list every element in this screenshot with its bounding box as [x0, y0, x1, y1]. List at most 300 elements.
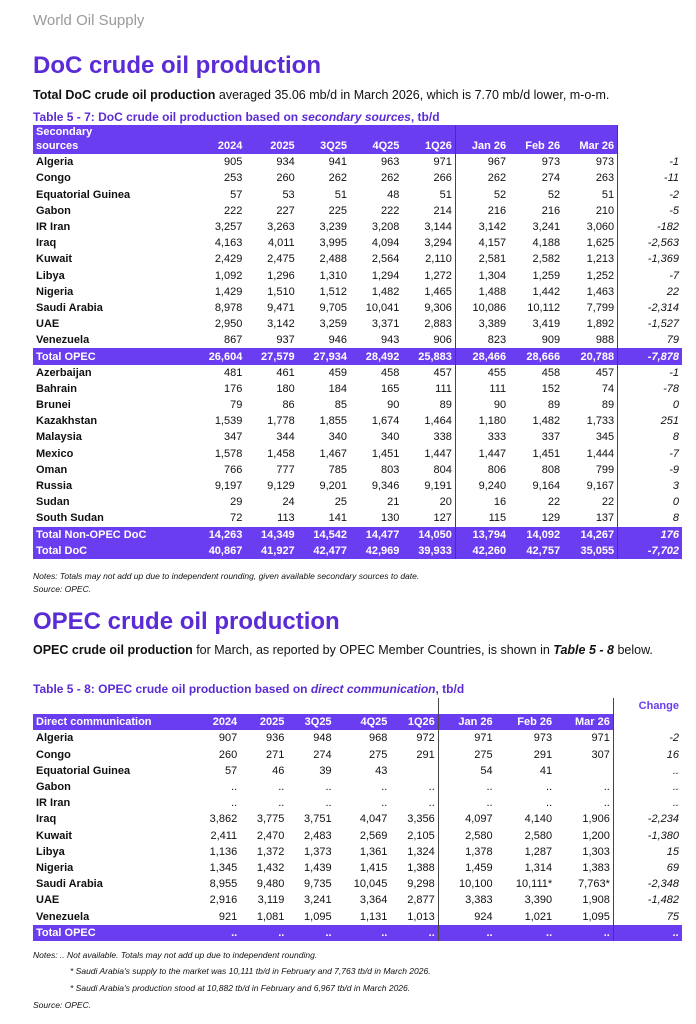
- change-cell: -1,369: [647, 253, 679, 266]
- table-cell: 4,094: [371, 237, 400, 250]
- table-cell: 9,197: [214, 480, 243, 493]
- table-cell: 127: [402, 510, 455, 526]
- table-cell: [390, 763, 438, 779]
- table-cell: 22: [563, 494, 618, 510]
- table-cell: ..: [438, 925, 495, 941]
- table-cell: 1,458: [267, 447, 295, 460]
- change-cell: -78: [663, 382, 679, 395]
- table-cell: 924: [474, 910, 493, 923]
- table-cell: 2,411: [210, 829, 238, 842]
- column-header: 2025: [240, 714, 287, 730]
- change-cell: 69: [666, 861, 679, 874]
- table-cell: 2,883: [402, 316, 455, 332]
- table-cell: 3,775: [256, 813, 285, 826]
- table-cell: 457: [563, 365, 618, 381]
- table-cell: 1,778: [267, 415, 295, 428]
- table-row: [33, 316, 682, 332]
- table-cell: 115: [488, 512, 507, 525]
- table-cell: 1,314: [524, 861, 553, 874]
- table-cell: ..: [390, 925, 438, 941]
- table-row: [33, 300, 682, 316]
- table-footnote: * Saudi Arabia's production stood at 10,882 tb/d in February and 6,967 tb/d in March 2026.: [70, 983, 411, 993]
- table-cell: 266: [402, 170, 455, 186]
- table-cell: 458: [541, 366, 561, 379]
- row-label: IR Iran: [36, 221, 71, 234]
- table-cell: 906: [402, 332, 455, 348]
- row-label: Kuwait: [36, 253, 73, 266]
- table-cell: 1,345: [209, 861, 238, 874]
- table-row: [33, 828, 682, 844]
- table-row: [33, 429, 682, 445]
- table-cell: 971: [474, 732, 493, 745]
- table-cell: 1,674: [371, 415, 400, 428]
- table-cell: 28,666: [509, 348, 563, 364]
- table-cell: 1,296: [267, 269, 295, 282]
- table-cell: 971: [555, 730, 613, 746]
- table-cell: 216: [541, 204, 561, 217]
- table-row: [33, 844, 682, 860]
- change-cell: -2: [669, 188, 679, 201]
- table-cell: 130: [381, 512, 400, 525]
- table-cell: 803: [381, 463, 400, 476]
- table-row: [33, 413, 682, 429]
- table-cell: 7,763*: [555, 876, 613, 892]
- table-header-row: Direct communication 2024 2025 3Q25 4Q25 1Q26 Jan 26 Feb 26 Mar 26 Mar/Feb: [33, 714, 682, 730]
- table-cell: 9,306: [402, 300, 455, 316]
- table-cell: 1,463: [563, 284, 618, 300]
- table-cell: 1,081: [256, 910, 285, 923]
- row-label: Brunei: [36, 399, 71, 412]
- table-cell: 51: [334, 188, 348, 201]
- table-cell: 2,581: [478, 253, 507, 266]
- row-label: Algeria: [36, 732, 74, 745]
- table-row: [33, 747, 682, 763]
- table-cell: 4,097: [465, 813, 493, 826]
- table-cell: 210: [563, 203, 618, 219]
- table-cell: 340: [381, 431, 400, 444]
- table-cell: 57: [224, 764, 238, 777]
- table-cell: 823: [487, 334, 507, 347]
- table-cell: 48: [387, 188, 400, 201]
- table-row: [33, 268, 682, 284]
- change-cell: ..: [672, 764, 679, 777]
- table-cell: 9,705: [319, 301, 348, 314]
- table-cell: 9,298: [390, 876, 438, 892]
- table-cell: 481: [223, 366, 243, 379]
- column-header: Mar 26: [555, 714, 613, 730]
- table-cell: 1,451: [371, 447, 400, 460]
- table-cell: 3,144: [402, 219, 455, 235]
- table-row: [33, 730, 682, 746]
- table-cell: 1,021: [524, 910, 553, 923]
- section-title-doc: DoC crude oil production: [33, 52, 321, 79]
- table-cell: ..: [390, 779, 438, 795]
- table-cell: 1,464: [402, 413, 455, 429]
- table-cell: 766: [223, 463, 243, 476]
- column-header: Feb 26: [509, 138, 563, 154]
- table-cell: 89: [547, 399, 561, 412]
- table-doc-secondary-sources: [33, 125, 682, 559]
- change-cell: -2,234: [647, 813, 679, 826]
- table-cell: 1,578: [214, 447, 243, 460]
- table-cell: 459: [328, 366, 348, 379]
- table-cell: 2,110: [402, 251, 455, 267]
- table-cell: 274: [313, 748, 332, 761]
- row-label: Nigeria: [36, 861, 74, 874]
- table-cell: 9,129: [267, 480, 295, 493]
- table-row: [33, 908, 682, 924]
- table-cell: 27,934: [298, 348, 350, 364]
- table-cell: 3,241: [304, 894, 332, 907]
- table-cell: 934: [276, 156, 295, 169]
- table-cell: 10,045: [353, 878, 388, 891]
- table-cell: 3,241: [532, 221, 561, 234]
- table-cell: ..: [335, 925, 391, 941]
- table-row: [33, 365, 682, 381]
- table-cell: 184: [328, 382, 348, 395]
- table-cell: 1,092: [214, 269, 243, 282]
- table-row: [33, 876, 682, 892]
- table-cell: ..: [381, 781, 388, 794]
- table-cell: ..: [287, 925, 334, 941]
- change-cell: -7,702: [618, 543, 682, 559]
- section-header: World Oil Supply: [33, 12, 145, 29]
- change-cell: ..: [613, 925, 682, 941]
- change-cell: 15: [666, 845, 679, 858]
- table-cell: 10,086: [472, 301, 507, 314]
- table-cell: 4,011: [267, 237, 295, 250]
- table-cell: 943: [381, 334, 400, 347]
- table-cell: 35,055: [563, 543, 618, 559]
- table-cell: 1,361: [359, 845, 388, 858]
- change-cell: 79: [666, 334, 679, 347]
- column-header: Jan 26: [455, 138, 509, 154]
- table-cell: 1,324: [390, 844, 438, 860]
- change-cell: 8: [672, 512, 679, 525]
- table-cell: 3,208: [371, 221, 400, 234]
- table-cell: 9,191: [402, 478, 455, 494]
- table-cell: 20,788: [563, 348, 618, 364]
- change-cell: ..: [672, 781, 679, 794]
- table-cell: 799: [563, 462, 618, 478]
- change-cell: -9: [669, 463, 679, 476]
- row-label: Gabon: [36, 781, 71, 794]
- table-row: [33, 494, 682, 510]
- column-header: 3Q25: [298, 138, 350, 154]
- table-cell: 14,477: [350, 527, 402, 543]
- table-cell: 455: [487, 366, 507, 379]
- table-row: [33, 543, 682, 559]
- table-cell: 3,419: [532, 318, 561, 331]
- table-cell: 972: [390, 730, 438, 746]
- table-row: [33, 154, 682, 170]
- table-cell: 867: [223, 334, 243, 347]
- table-cell: 111: [489, 382, 507, 395]
- column-header: 1Q26: [390, 714, 438, 730]
- table-row: [33, 446, 682, 462]
- row-label: Saudi Arabia: [36, 878, 103, 891]
- table-row: [33, 763, 682, 779]
- table-cell: 262: [487, 172, 507, 185]
- row-label: Saudi Arabia: [36, 301, 103, 314]
- table-cell: 29: [230, 496, 243, 509]
- table-cell: 13,794: [455, 527, 509, 543]
- table-cell: 9,480: [256, 878, 285, 891]
- change-cell: -1,380: [647, 829, 679, 842]
- column-header: Feb 26: [496, 714, 556, 730]
- table-cell: 16: [493, 496, 507, 509]
- table-cell: 946: [328, 334, 348, 347]
- table-row: [33, 332, 682, 348]
- table-cell: 9,735: [304, 878, 332, 891]
- table-cell: 1,383: [555, 860, 613, 876]
- table-cell: 54: [480, 764, 493, 777]
- table-cell: 86: [282, 399, 295, 412]
- table-cell: 1,429: [214, 285, 243, 298]
- table-cell: 79: [230, 399, 243, 412]
- table-cell: 1,136: [209, 845, 238, 858]
- table-cell: ..: [546, 797, 553, 810]
- table-cell: 1,373: [304, 845, 332, 858]
- table-cell: 42,477: [298, 543, 350, 559]
- table-cell: 3,263: [267, 221, 295, 234]
- row-label: Oman: [36, 463, 68, 476]
- table-cell: 129: [541, 512, 561, 525]
- table-cell: 905: [223, 156, 243, 169]
- table-cell: 333: [487, 431, 507, 444]
- table-source: Source: OPEC.: [33, 584, 92, 594]
- table-cell: 1,259: [532, 269, 561, 282]
- table-cell: 1,459: [465, 861, 493, 874]
- table-cell: 1,432: [256, 861, 285, 874]
- table-row: [33, 381, 682, 397]
- table-cell: 3,142: [478, 221, 507, 234]
- table-cell: 14,267: [563, 527, 618, 543]
- table-cell: 52: [493, 188, 507, 201]
- table-cell: 347: [223, 431, 243, 444]
- table-cell: 973: [563, 154, 618, 170]
- table-cell: 14,542: [298, 527, 350, 543]
- doc-summary-text: Total DoC crude oil production averaged 35.06 mb/d in March 2026, which is 7.70 mb/d lower, m-o-m.: [33, 88, 610, 102]
- table-cell: 1,444: [563, 446, 618, 462]
- table-cell: 3,239: [319, 221, 348, 234]
- table-cell: 2,580: [524, 829, 553, 842]
- table-cell: 4,188: [532, 237, 561, 250]
- table-cell: 1,095: [555, 908, 613, 924]
- table-cell: 963: [381, 156, 400, 169]
- table-cell: 113: [277, 512, 295, 525]
- table-cell: 1,310: [319, 269, 348, 282]
- table-cell: 51: [402, 187, 455, 203]
- table-cell: 2,483: [304, 829, 332, 842]
- row-label: UAE: [36, 318, 60, 331]
- table-cell: 9,240: [478, 480, 507, 493]
- table-cell: ..: [496, 925, 556, 941]
- table-cell: 262: [328, 172, 348, 185]
- table-cell: ..: [278, 797, 285, 810]
- table-cell: 1,510: [267, 285, 295, 298]
- table-cell: 921: [218, 910, 238, 923]
- table-cell: 907: [218, 732, 238, 745]
- table-cell: 1,131: [359, 910, 388, 923]
- row-label: Equatorial Guinea: [36, 188, 131, 201]
- table-cell: 3,995: [319, 237, 348, 250]
- column-header: 4Q25: [335, 714, 391, 730]
- table-cell: ..: [390, 795, 438, 811]
- table-cell: 4,047: [359, 813, 388, 826]
- table-cell: 9,167: [563, 478, 618, 494]
- table-cell: ..: [325, 781, 332, 794]
- table-cell: 340: [328, 431, 348, 444]
- table-cell: 260: [276, 172, 295, 185]
- table-cell: ..: [555, 795, 613, 811]
- column-header: 1Q26: [402, 138, 455, 154]
- table-cell: 2,429: [214, 253, 243, 266]
- table-cell: 9,201: [319, 480, 348, 493]
- table-cell: 1,303: [555, 844, 613, 860]
- table-cell: 1,294: [371, 269, 400, 282]
- table-cell: 90: [387, 399, 400, 412]
- table-cell: 9,164: [532, 480, 561, 493]
- column-header-change: Mar/Feb: [618, 138, 682, 154]
- table-cell: 948: [313, 732, 332, 745]
- table-cell: 275: [369, 748, 388, 761]
- change-cell: 22: [666, 285, 679, 298]
- table-cell: 14,349: [245, 527, 297, 543]
- table-cell: 4,157: [478, 237, 507, 250]
- table-cell: 1,272: [402, 268, 455, 284]
- table-cell: 1,906: [555, 811, 613, 827]
- row-label: Venezuela: [36, 910, 90, 923]
- table-cell: 4,140: [524, 813, 553, 826]
- table-cell: 457: [402, 365, 455, 381]
- table-cell: 1,908: [555, 892, 613, 908]
- table-cell: 3,383: [465, 894, 493, 907]
- table-cell: 253: [223, 172, 243, 185]
- table-cell: 165: [381, 382, 400, 395]
- table-cell: 2,569: [359, 829, 388, 842]
- table-cell: 1,625: [563, 235, 618, 251]
- table-cell: 777: [276, 463, 295, 476]
- table-cell: ..: [555, 925, 613, 941]
- table-cell: 307: [555, 747, 613, 763]
- table-cell: ..: [381, 797, 388, 810]
- table-cell: 21: [387, 496, 400, 509]
- table-cell: 1,442: [532, 285, 561, 298]
- table-cell: 274: [541, 172, 561, 185]
- table-cell: 804: [402, 462, 455, 478]
- change-cell: -1: [669, 366, 679, 379]
- row-label: Libya: [36, 845, 65, 858]
- table-cell: 26,604: [193, 348, 245, 364]
- table-cell: 1,287: [524, 845, 553, 858]
- table-cell: 1,372: [256, 845, 285, 858]
- row-label: Bahrain: [36, 382, 77, 395]
- table-cell: 24: [282, 496, 295, 509]
- table-cell: 137: [563, 510, 618, 526]
- row-label: IR Iran: [36, 797, 71, 810]
- table-cell: 74: [563, 381, 618, 397]
- table-cell: ..: [231, 797, 238, 810]
- table-opec-direct-communication: [33, 698, 682, 941]
- table-row: [33, 510, 682, 526]
- table-source: Source: OPEC.: [33, 1000, 92, 1010]
- change-cell: -1,527: [647, 318, 679, 331]
- row-label: Total Non-OPEC DoC: [33, 527, 193, 543]
- table-cell: 1,213: [563, 251, 618, 267]
- row-label: Gabon: [36, 204, 71, 217]
- table-cell: 1,539: [214, 415, 243, 428]
- table-cell: 909: [541, 334, 561, 347]
- table-cell: 1,200: [555, 828, 613, 844]
- table-row: [33, 860, 682, 876]
- table-cell: 57: [230, 188, 243, 201]
- column-header: 3Q25: [287, 714, 334, 730]
- table-cell: 1,304: [478, 269, 507, 282]
- table-cell: 1,095: [304, 910, 332, 923]
- table-cell: 227: [276, 204, 295, 217]
- table-cell: 3,119: [257, 894, 285, 907]
- table-cell: 27,579: [245, 348, 297, 364]
- table-cell: 1,447: [402, 446, 455, 462]
- table-row: [33, 251, 682, 267]
- table-cell: 806: [487, 463, 507, 476]
- change-cell: -1,482: [647, 894, 679, 907]
- table-cell: 3,259: [319, 318, 348, 331]
- table-cell: 14,263: [193, 527, 245, 543]
- table-cell: 458: [381, 366, 400, 379]
- table-cell: 3,751: [304, 813, 332, 826]
- column-header: Jan 26: [438, 714, 495, 730]
- table-cell: 22: [547, 496, 561, 509]
- table-cell: 9,471: [267, 301, 295, 314]
- table-cell: 260: [218, 748, 238, 761]
- table-cell: 971: [402, 154, 455, 170]
- change-cell: -1: [669, 156, 679, 169]
- table-row: [33, 462, 682, 478]
- change-cell: 3: [672, 480, 679, 493]
- table-cell: 2,950: [214, 318, 243, 331]
- table-cell: 2,564: [371, 253, 400, 266]
- table-cell: 1,512: [319, 285, 348, 298]
- table-cell: 141: [328, 512, 348, 525]
- table-cell: 1,252: [563, 268, 618, 284]
- table-cell: 3,364: [359, 894, 388, 907]
- table-cell: 4,163: [214, 237, 243, 250]
- table-cell: 345: [563, 429, 618, 445]
- table-header-row: sources 2024 2025 3Q25 4Q25 1Q26 Jan 26 Feb 26 Mar 26 Mar/Feb: [33, 138, 682, 154]
- table-cell: 2,470: [256, 829, 285, 842]
- table-cell: 1,733: [563, 413, 618, 429]
- table-cell: 3,060: [563, 219, 618, 235]
- row-label: Kuwait: [36, 829, 73, 842]
- table-cell: 2,916: [209, 894, 238, 907]
- table-cell: 973: [541, 156, 561, 169]
- row-label: Algeria: [36, 156, 74, 169]
- table-cell: 941: [328, 156, 348, 169]
- change-cell: -2,314: [647, 301, 679, 314]
- table-row: [33, 284, 682, 300]
- table-cell: ..: [486, 781, 493, 794]
- table-header-row: Secondary Change: [33, 125, 682, 138]
- table-cell: 10,100: [458, 878, 493, 891]
- table-cell: 262: [381, 172, 400, 185]
- table-cell: 1,378: [465, 845, 493, 858]
- table-cell: 3,142: [267, 318, 295, 331]
- table-cell: 968: [369, 732, 388, 745]
- row-label: South Sudan: [36, 512, 104, 525]
- table-cell: 937: [276, 334, 295, 347]
